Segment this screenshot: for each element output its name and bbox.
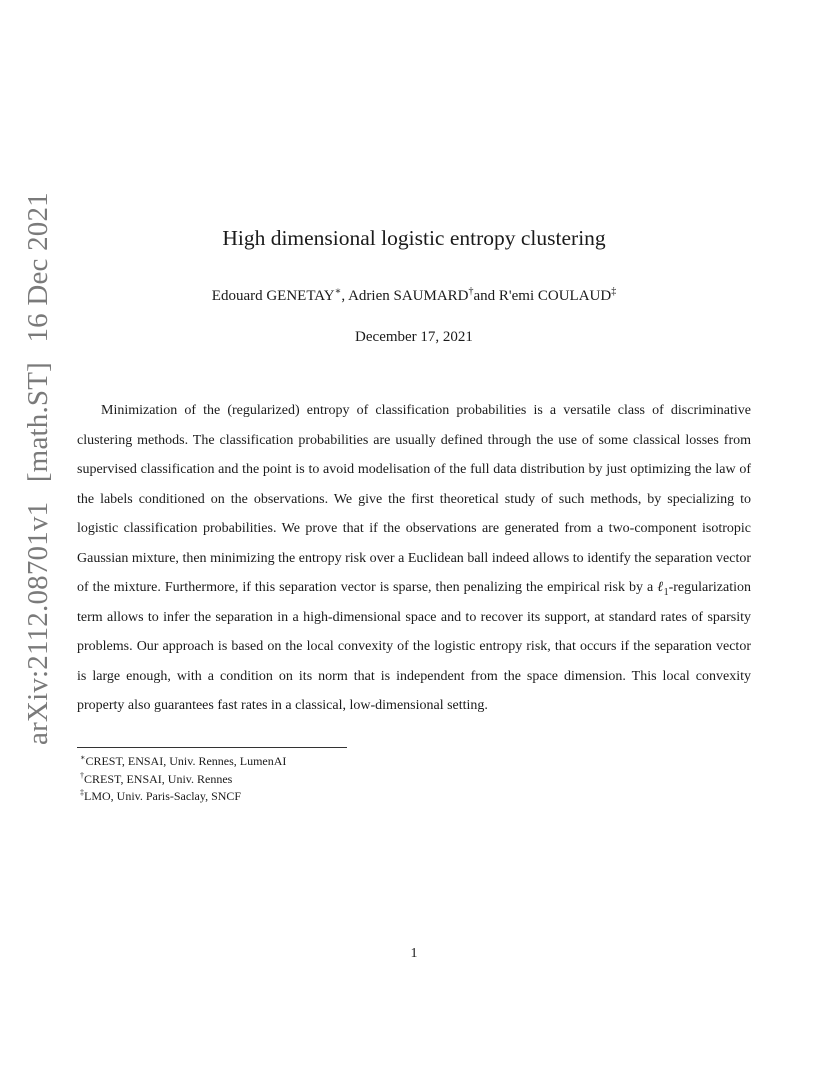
author-separator: and bbox=[473, 288, 499, 304]
footnote-mark: ‡ bbox=[80, 788, 84, 797]
author-list bbox=[0, 286, 828, 305]
arxiv-id: arXiv:2112.08701v1 bbox=[22, 501, 54, 745]
paper-date: December 17, 2021 bbox=[355, 329, 473, 345]
footnote bbox=[80, 786, 286, 804]
arxiv-category: [math.ST] bbox=[22, 361, 54, 483]
abstract-text: Minimization of the (regularized) entropy of classification probabilities is a versatile class of discriminative clustering methods. The classification probabilities are usually defined through the use of some classical losses from supervised classification and the point is to avoid modelisation of the full data distribution by just optimizing the law of the labels conditioned on the observations. We give the first theoretical study of such methods, by specializing to logistic classification probabilities. We prove that if the observations are generated from a two-component isotropic Gaussian mixture, then minimizing the entropy risk over a Euclidean ball indeed allows to identify the separation vector of the mixture. Furthermore, if this separation vector is sparse, then penalizing the empirical risk by a bbox=[77, 403, 751, 595]
arxiv-date: 16 Dec 2021 bbox=[22, 192, 54, 343]
author-mark: † bbox=[468, 286, 474, 297]
paper-title: High dimensional logistic entropy clustering bbox=[222, 226, 606, 250]
abstract-text: -regularization term allows to infer the separation in a high-dimensional space and to recover its support, at standard rates of sparsity problems. Our approach is based on the local convexity of the logistic entropy risk, that occurs if the separation vector is large enough, with a condition on its norm that is independent from the space dimension. This local convexity property also guarantees fast rates in a classical, low-dimensional setting. bbox=[77, 580, 751, 713]
author-name: Adrien SAUMARD bbox=[348, 288, 469, 304]
author-name: R'emi COULAUD bbox=[498, 288, 612, 304]
footnote-mark: ∗ bbox=[80, 753, 86, 762]
footnote bbox=[80, 769, 286, 787]
author-mark: ∗ bbox=[334, 286, 342, 297]
footnote bbox=[80, 751, 286, 769]
author-mark: ‡ bbox=[611, 286, 617, 297]
page-number: 1 bbox=[410, 946, 418, 961]
abstract bbox=[77, 396, 751, 721]
author-name: Edouard GENETAY bbox=[211, 288, 335, 304]
footnote-text: CREST, ENSAI, Univ. Rennes bbox=[84, 771, 233, 786]
footnotes bbox=[80, 751, 286, 804]
l1-symbol: ℓ bbox=[657, 580, 664, 595]
footnote-divider bbox=[77, 747, 347, 748]
footnote-text: LMO, Univ. Paris-Saclay, SNCF bbox=[84, 789, 242, 803]
l1-subscript: 1 bbox=[663, 586, 669, 598]
footnote-mark: † bbox=[80, 770, 84, 780]
author-separator: , bbox=[341, 288, 349, 304]
footnote-text: CREST, ENSAI, Univ. Rennes, LumenAI bbox=[85, 754, 287, 768]
